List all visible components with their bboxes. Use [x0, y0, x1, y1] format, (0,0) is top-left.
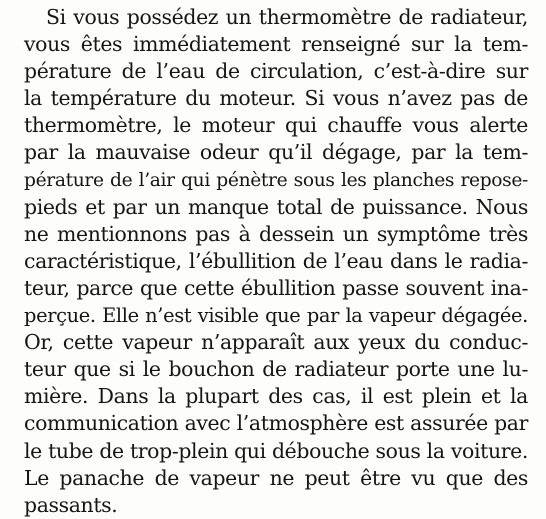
text-line: le tube de trop-plein qui débouche sous la voiture. [24, 438, 528, 463]
text-line: Si vous possédez un thermomètre de radiateur, [46, 5, 528, 29]
text-line: caractéristique, l’ébullition de l’eau dans le radia- [24, 248, 528, 273]
text-line: communication avec l’atmosphère est assurée par [24, 411, 528, 436]
paragraph [24, 4, 528, 519]
text-line: teur, parce que cette ébullition passe souvent ina- [24, 275, 528, 300]
text-line: ne mentionnons pas à dessein un symptôme très [24, 221, 528, 246]
text-line: Or, cette vapeur n’apparaît aux yeux du conduc- [24, 330, 528, 355]
text-line: la température du moteur. Si vous n’avez pas de [24, 86, 528, 111]
text-line: pérature de l’air qui pénètre sous les planches repose- [24, 169, 528, 191]
text-line: perçue. Elle n’est visible que par la vapeur dégagée. [24, 304, 528, 328]
text-line: pérature de l’eau de circulation, c’est-à-dire sur [24, 59, 528, 84]
text-line: pieds et par un manque total de puissance. Nous [24, 194, 528, 219]
text-line: teur que si le bouchon de radiateur porte une lu- [24, 357, 528, 382]
text-line: vous êtes immédiatement renseigné sur la tem- [24, 32, 528, 57]
text-line: Le panache de vapeur ne peut être vu que des [24, 465, 528, 490]
text-line: passants. [24, 492, 118, 517]
text-line: mière. Dans la plupart des cas, il est plein et la [24, 384, 528, 409]
text-line: par la mauvaise odeur qu’il dégage, par la tem- [24, 140, 528, 165]
text-line: thermomètre, le moteur qui chauffe vous alerte [24, 113, 528, 138]
